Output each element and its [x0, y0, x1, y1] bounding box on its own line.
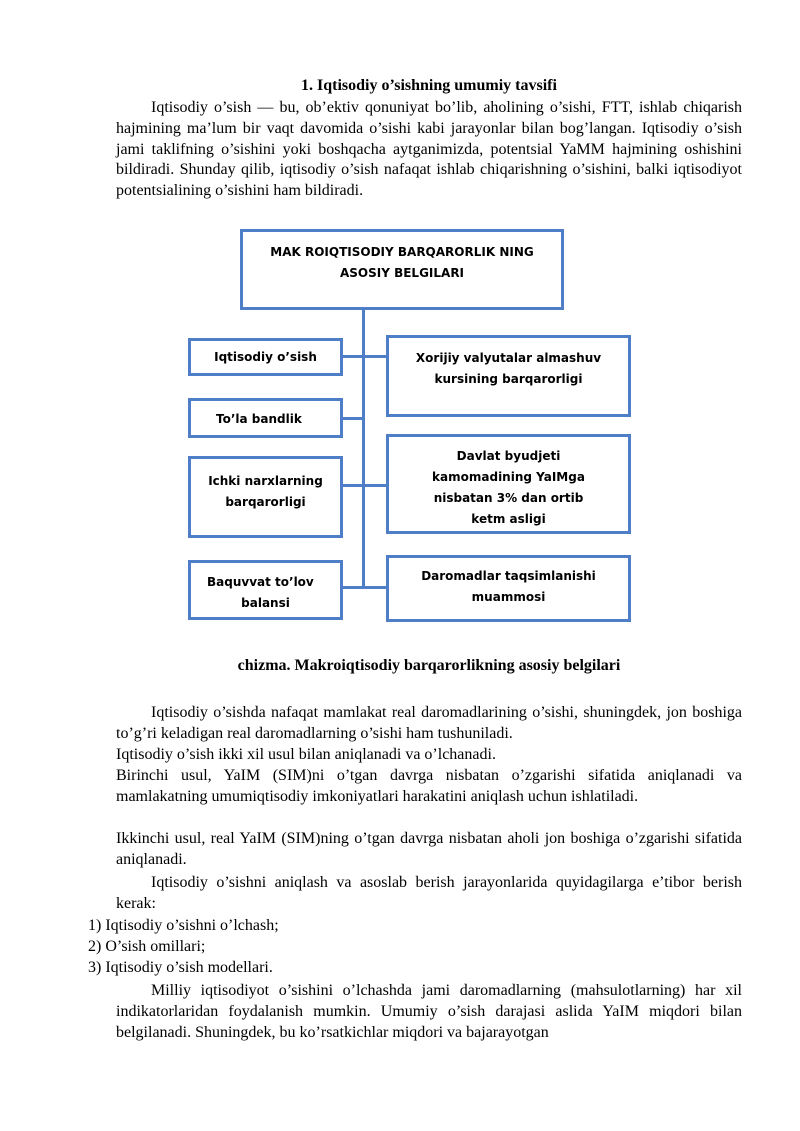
- paragraph: Birinchi usul, YaIM (SIM)ni o’tgan davrga nisbatan o’zgarishi sifatida aniqlanadi va mamlakatning umumiqtisodiy imkoniyatlari harakatini aniqlash uchun ishlatiladi.: [116, 767, 742, 805]
- connector-line: [340, 355, 388, 358]
- paragraph: Milliy iqtisodiyot o’sishini o’lchashda jami daromadlarning (mahsulotlarning) har xil indikatorlaridan foydalanish mumkin. Umumiy o’sish darajasi aslida YaIM miqdori bilan belgilanadi. Shuningdek, bu ko’rsatkichlar miqdori va bajarayotgan: [116, 982, 742, 1041]
- paragraph: Iqtisodiy o’sishni aniqlash va asoslab berish jarayonlarida quyidagilarga e’tibor berish kerak:: [116, 874, 742, 912]
- box-label: muammosi: [471, 590, 546, 604]
- list-item: 2) O’sish omillari;: [88, 938, 206, 955]
- diagram-box-exchange-rate: [386, 335, 631, 417]
- diagram-box-economic-growth: [188, 338, 343, 376]
- box-label: barqarorligi: [225, 495, 306, 509]
- box-label: nisbatan 3% dan ortib: [433, 491, 584, 505]
- box-label: Xorijiy valyutalar almashuv: [415, 351, 602, 365]
- list-item: 3) Iqtisodiy o’sish modellari.: [88, 959, 273, 976]
- section-heading: 1. Iqtisodiy o’sishning umumiy tavsifi: [301, 77, 557, 94]
- box-label: kamomadining YaIMga: [432, 470, 585, 484]
- connector-line: [340, 417, 362, 420]
- box-label: ketm asligi: [471, 512, 546, 526]
- diagram-top-label-line2: ASOSIY BELGILARI: [339, 266, 465, 280]
- diagram-top-label-line1: MAK ROIQTISODIY BARQARORLIK NING: [270, 245, 534, 259]
- paragraph: Iqtisodiy o’sish ikki xil usul bilan aniqlanadi va o’lchanadi.: [116, 746, 496, 763]
- diagram-box-income-distribution: [386, 555, 631, 622]
- list-item: 1) Iqtisodiy o’sishni o’lchash;: [88, 917, 279, 934]
- box-label: Iqtisodiy o’sish: [214, 350, 317, 364]
- box-label: Ichki narxlarning: [208, 474, 323, 488]
- intro-paragraph: Iqtisodiy o’sish — bu, ob’ektiv qonuniyat bo’lib, aholining o’sishi, FTT, ishlab chiqarish hajmining ma’lum bir vaqt davomida o’sishi kabi jarayonlar bilan bog’langan. Iqtisodiy o’sish jami taklifning o’sishini yoki boshqacha aytganimizda, potentsial YaMM hajmining oshishini bildiradi. Shunday qilib, iqtisodiy o’sish nafaqat ishlab chiqarishning o’sishini, balki iqtisodiyot potentsialining o’sishini ham bildiradi.: [116, 99, 742, 200]
- box-label: kursining barqarorligi: [434, 372, 583, 386]
- box-label: Daromadlar taqsimlanishi: [421, 569, 596, 583]
- diagram-box-balance-of-payments: [188, 560, 343, 620]
- diagram-box-full-employment: [188, 398, 343, 438]
- diagram-box-budget-deficit: [386, 434, 631, 534]
- connector-line: [340, 586, 388, 589]
- diagram-trunk-line: [362, 307, 365, 588]
- connector-line: [340, 484, 388, 487]
- paragraph: Iqtisodiy o’sishda nafaqat mamlakat real daromadlarining o’sishi, shuningdek, jon boshiga to’g’ri keladigan real daromadlarning o’sishi ham tushuniladi.: [116, 704, 742, 742]
- diagram-caption: chizma. Makroiqtisodiy barqarorlikning asosiy belgilari: [237, 657, 621, 674]
- diagram-box-price-stability: [188, 456, 343, 538]
- box-label: balansi: [241, 596, 290, 610]
- box-label: To’la bandlik: [216, 412, 302, 426]
- diagram-top-box: [240, 229, 564, 310]
- box-label: Baquvvat to’lov: [207, 575, 314, 589]
- box-label: Davlat byudjeti: [456, 449, 561, 463]
- paragraph: Ikkinchi usul, real YaIM (SIM)ning o’tgan davrga nisbatan aholi jon boshiga o’zgarishi sifatida aniqlanadi.: [116, 830, 742, 868]
